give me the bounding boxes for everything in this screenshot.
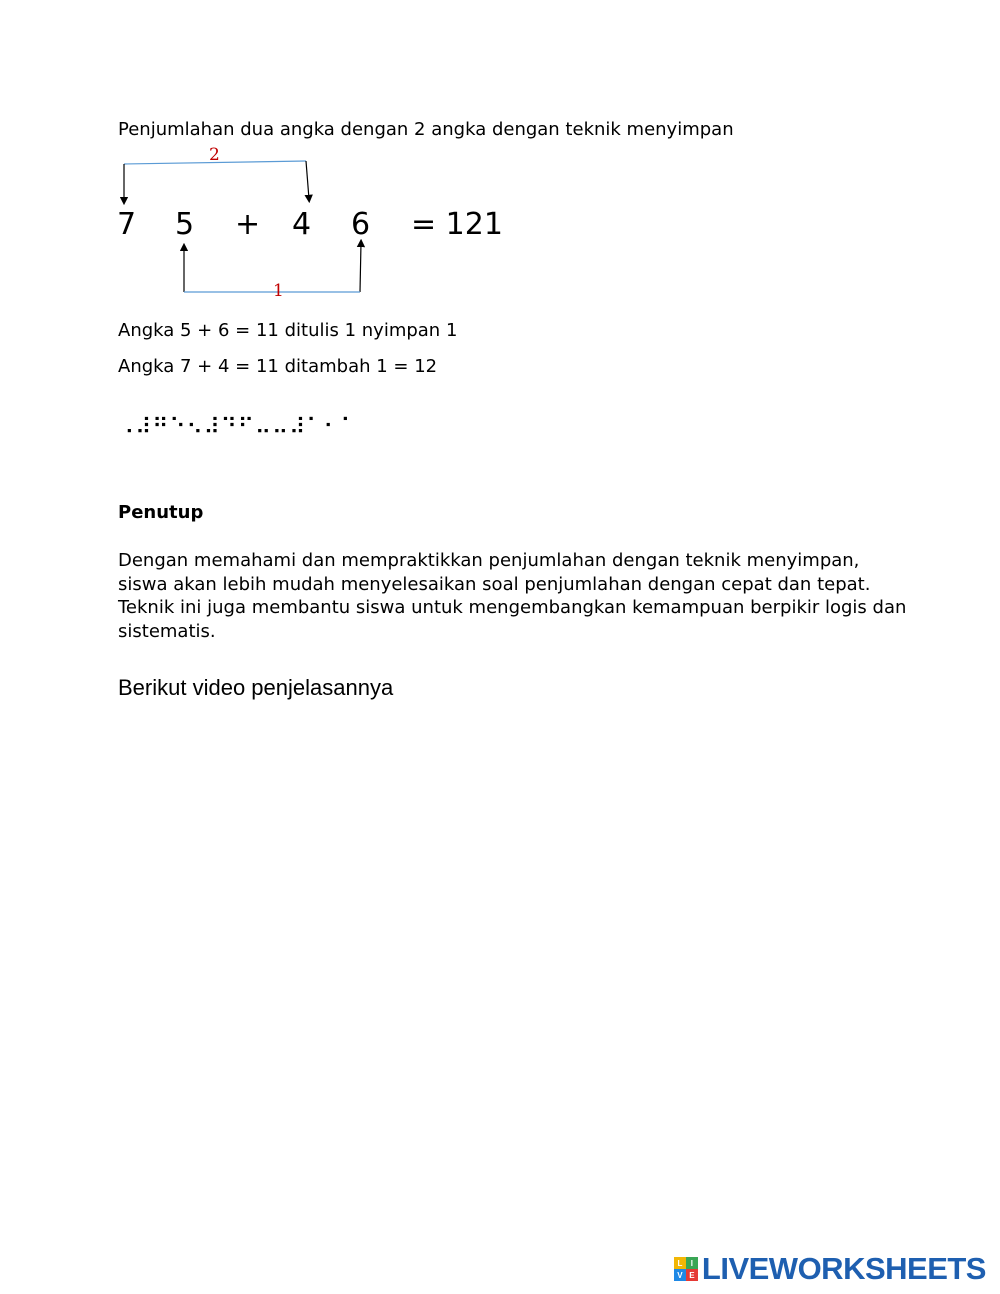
sum-result: = 121 [411, 207, 503, 242]
closing-heading: Penutup [118, 502, 204, 523]
bottom-arrow-right [360, 243, 361, 292]
liveworksheets-wordmark: LIVEWORKSHEETS [701, 1251, 986, 1286]
video-caption: Berikut video penjelasannya [118, 675, 394, 700]
digit-tens-second: 4 [292, 207, 312, 242]
plus-sign: + [235, 207, 261, 242]
liveworksheets-logo[interactable] [674, 1251, 986, 1287]
liveworksheets-icon [674, 1257, 698, 1281]
carry-bottom-label: 1 [273, 281, 284, 301]
logo-letter-v: V [674, 1269, 686, 1281]
logo-letter-e: E [686, 1269, 698, 1281]
top-arrow-right [306, 161, 309, 199]
digit-tens-first: 7 [117, 207, 137, 242]
intro-text: Penjumlahan dua angka dengan 2 angka dengan teknik menyimpan [118, 119, 734, 140]
closing-paragraph: Dengan memahami dan mempraktikkan penjumlahan dengan teknik menyimpan, siswa akan lebih mudah menyelesaikan soal penjumlahan dengan cepat dan tepat. Teknik ini juga membantu siswa untuk mengembangkan kemampuan berpikir logis dan sistematis. [118, 550, 907, 642]
digit-ones-first: 5 [175, 207, 195, 242]
addition-diagram [110, 140, 530, 310]
logo-letter-i: I [686, 1257, 698, 1269]
digit-ones-second: 6 [351, 207, 371, 242]
logo-letter-l: L [674, 1257, 686, 1269]
step-line-1: Angka 5 + 6 = 11 ditulis 1 nyimpan 1 [118, 320, 458, 341]
braille-text: ⠠⠼⠛⠑⠢⠼⠙⠋⠤⠤⠼⠁⠂⠁ [118, 415, 358, 440]
carry-top-label: 2 [209, 145, 220, 165]
step-line-2: Angka 7 + 4 = 11 ditambah 1 = 12 [118, 356, 438, 377]
